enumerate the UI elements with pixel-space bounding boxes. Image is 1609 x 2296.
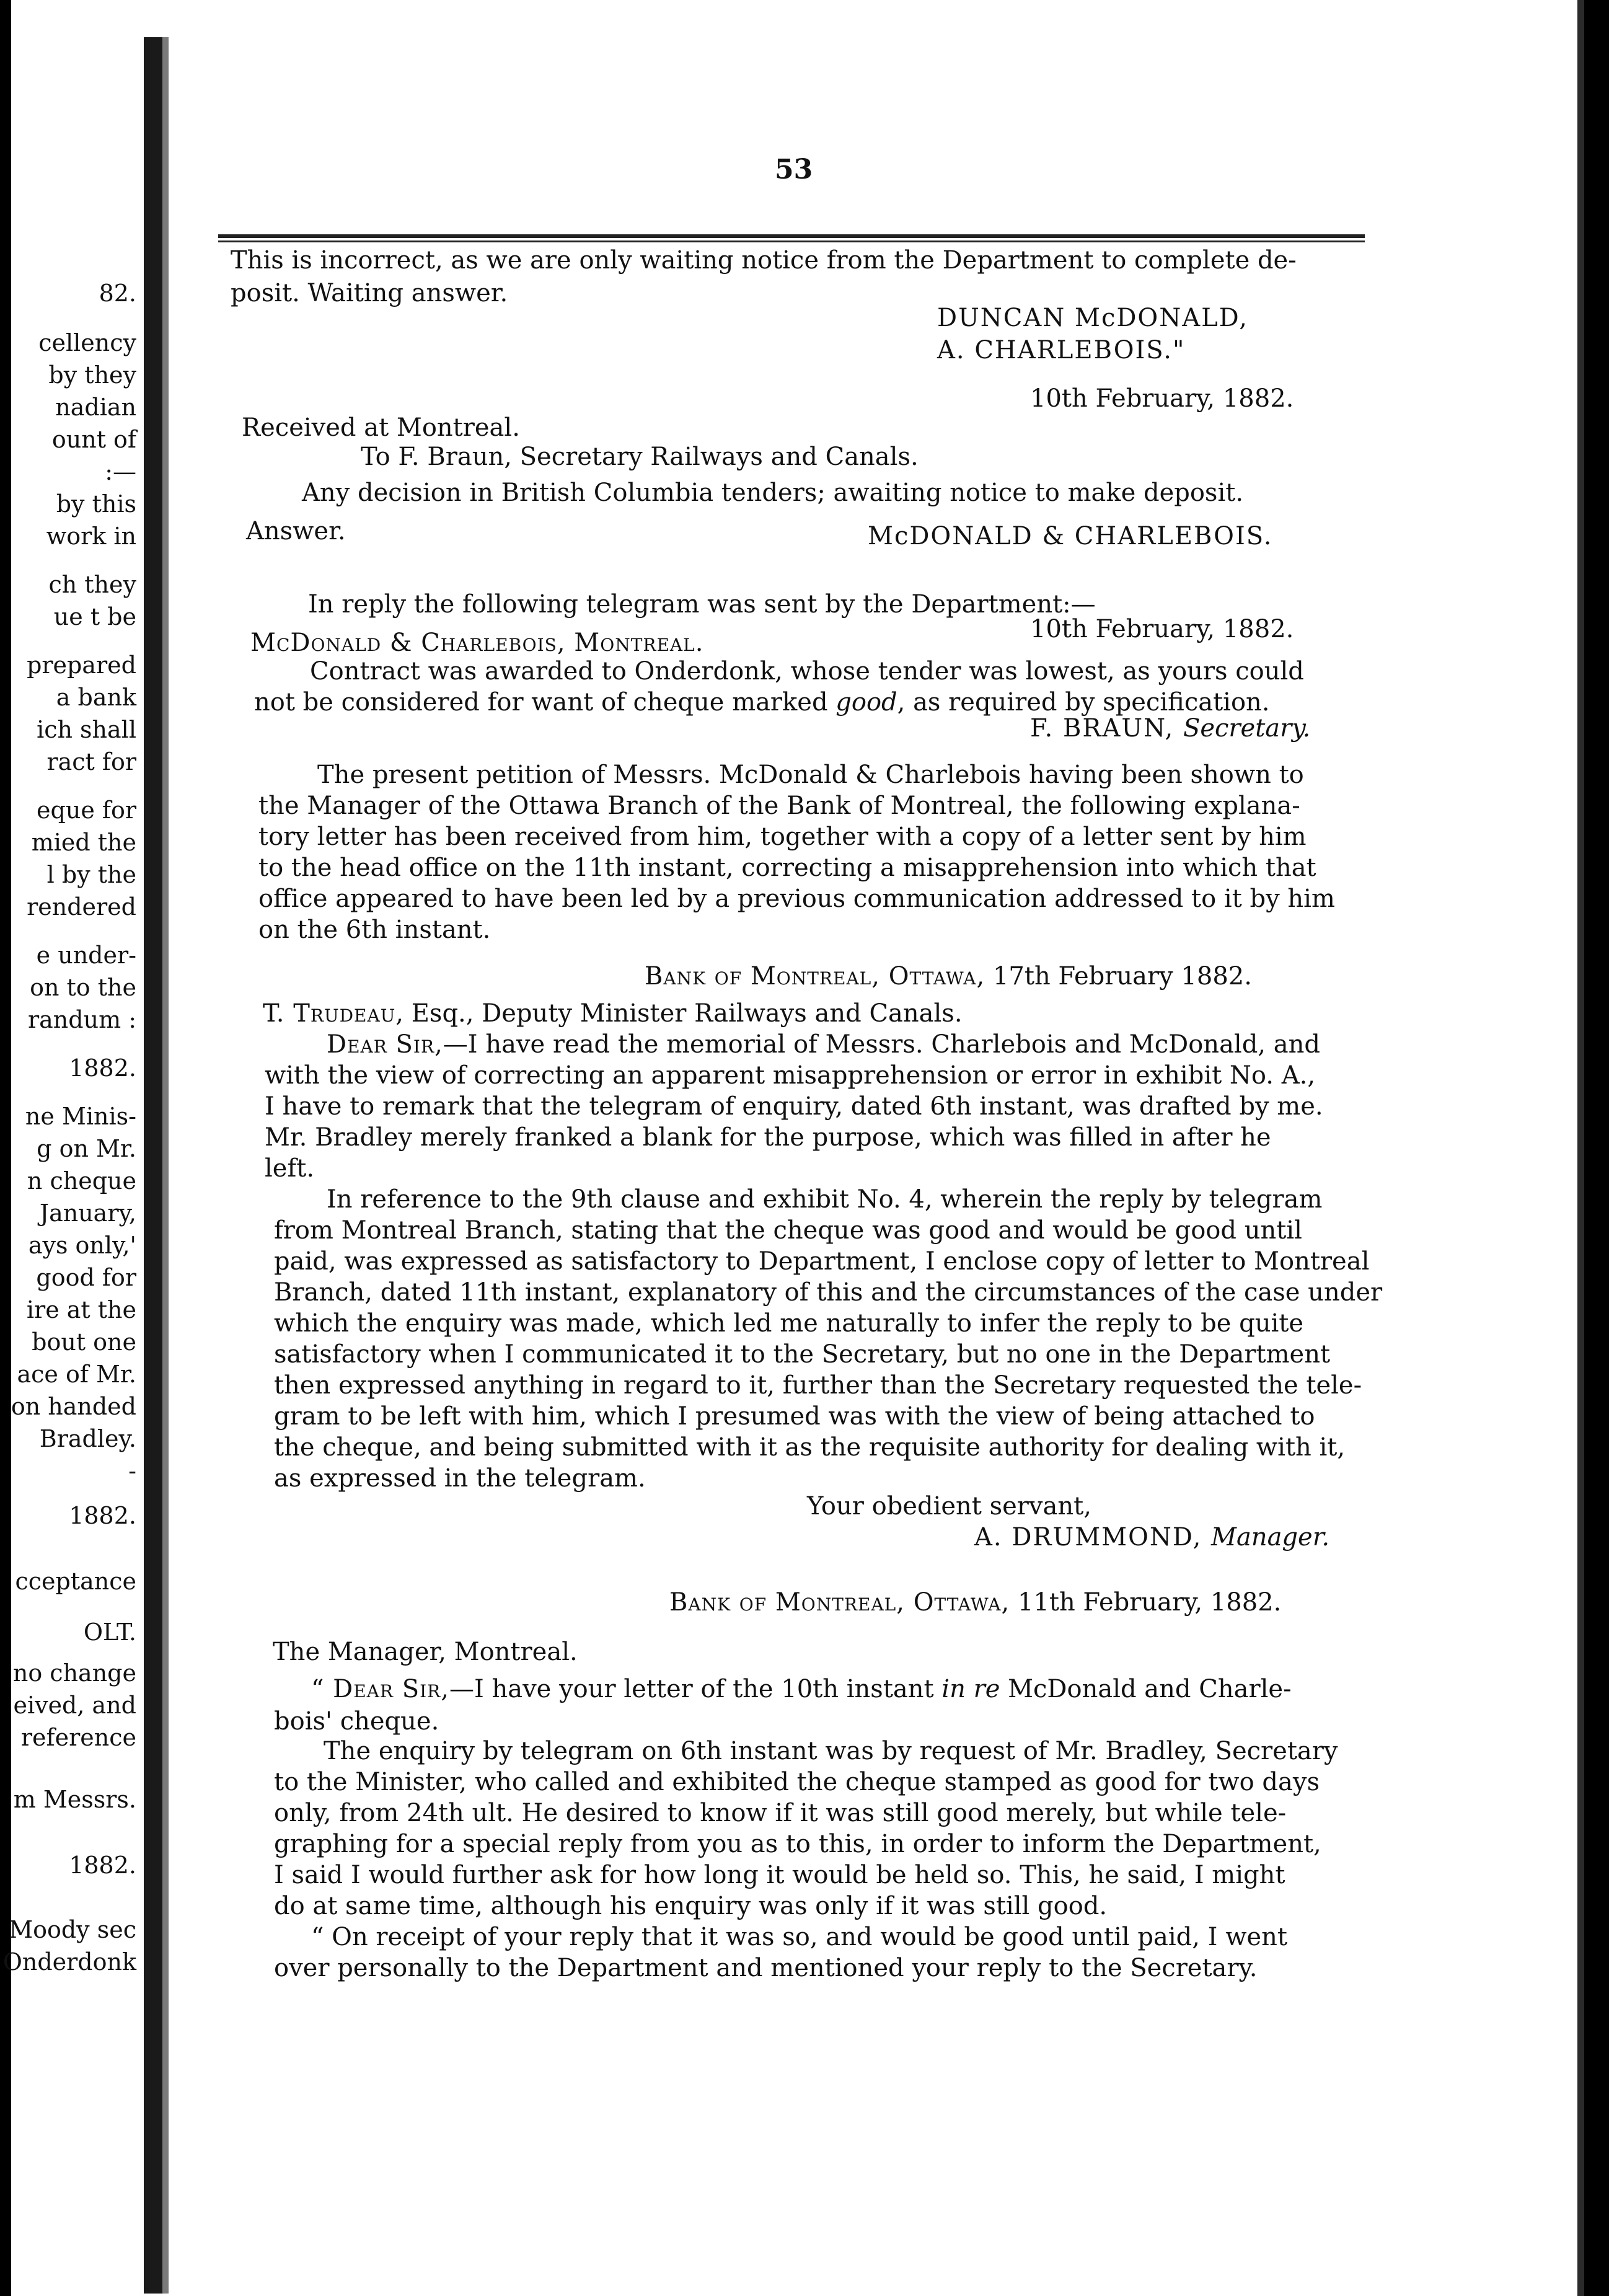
previous-column-line: OLT. <box>83 1618 136 1646</box>
text-line: “ On receipt of your reply that it was so, and would be good until paid, I went <box>311 1923 1287 1951</box>
previous-column-line: ract for <box>46 748 136 775</box>
previous-column-line: January, <box>39 1199 136 1227</box>
text-line: do at same time, although his enquiry was only if it was still good. <box>274 1892 1108 1920</box>
text-line: to the Minister, who called and exhibited the cheque stamped as good for two days <box>274 1768 1320 1796</box>
previous-column-line: eived, and <box>13 1692 136 1719</box>
text-line: In reference to the 9th clause and exhibit No. 4, wherein the reply by telegram <box>327 1185 1323 1214</box>
text-line: Dear Sir,—I have read the memorial of Messrs. Charlebois and McDonald, and <box>327 1030 1320 1059</box>
text-line: the cheque, and being submitted with it as the requisite authority for dealing with it, <box>274 1433 1346 1462</box>
text-line: with the view of correcting an apparent misapprehension or error in exhibit No. A., <box>265 1061 1316 1090</box>
text-line: This is incorrect, as we are only waiting notice from the Department to complete de- <box>231 246 1297 275</box>
closing-line: Your obedient servant, <box>807 1492 1091 1521</box>
signature-line: F. BRAUN, Secretary. <box>1030 714 1311 743</box>
previous-column-line: by this <box>56 490 136 518</box>
previous-column-line: prepared <box>27 651 136 679</box>
book-gutter <box>144 37 162 2294</box>
text-line: I said I would further ask for how long it would be held so. This, he said, I might <box>274 1861 1285 1889</box>
previous-column-line: mied the <box>31 829 136 856</box>
letter-heading: Bank of Montreal, Ottawa, 11th February, 1882. <box>669 1588 1282 1617</box>
text-line: The present petition of Messrs. McDonald & Charlebois having been shown to <box>317 761 1304 789</box>
previous-column-line: work in <box>46 523 136 550</box>
text-line: to the head office on the 11th instant, correcting a misapprehension into which that <box>258 854 1316 882</box>
text-line: which the enquiry was made, which led me naturally to infer the reply to be quite <box>274 1309 1304 1338</box>
previous-column-line: on handed <box>11 1393 136 1420</box>
previous-column-line: 1882. <box>69 1054 136 1082</box>
text-line: “ Dear Sir,—I have your letter of the 10th instant in re McDonald and Charle- <box>311 1675 1292 1703</box>
addressee-line: The Manager, Montreal. <box>273 1638 578 1666</box>
header-rule <box>218 234 1365 238</box>
previous-column-line: ne Minis- <box>25 1103 136 1130</box>
previous-column-line: n cheque <box>27 1167 136 1194</box>
text-line: To F. Braun, Secretary Railways and Canals. <box>361 443 919 471</box>
previous-column-line: cceptance <box>15 1568 136 1595</box>
previous-column-line: ich shall <box>37 716 136 743</box>
text-line: In reply the following telegram was sent by the Department:— <box>308 590 1096 619</box>
previous-column-line: m Messrs. <box>13 1786 136 1813</box>
text-line: The enquiry by telegram on 6th instant was by request of Mr. Bradley, Secretary <box>324 1737 1338 1765</box>
previous-column-line: :— <box>105 458 136 485</box>
previous-column-line: ays only,' <box>28 1232 136 1259</box>
text-line: Branch, dated 11th instant, explanatory of this and the circumstances of the case under <box>274 1278 1383 1307</box>
book-gutter-shadow <box>162 37 169 2294</box>
text-line: the Manager of the Ottawa Branch of the Bank of Montreal, the following explana- <box>258 792 1300 820</box>
previous-column-line: ch they <box>48 571 136 598</box>
previous-column-line: 82. <box>99 280 136 307</box>
text-line: then expressed anything in regard to it, further than the Secretary requested the tele- <box>274 1371 1362 1400</box>
previous-column-line: 1882. <box>69 1852 136 1879</box>
text-line: only, from 24th ult. He desired to know if it was still good merely, but while tele- <box>274 1799 1287 1827</box>
previous-column-line: on to the <box>30 974 136 1001</box>
previous-column-line: good for <box>36 1264 136 1291</box>
addressee-line: T. Trudeau, Esq., Deputy Minister Railways and Canals. <box>263 999 963 1028</box>
text-line: gram to be left with him, which I presumed was with the view of being attached to <box>274 1402 1315 1431</box>
text-line: Any decision in British Columbia tenders; awaiting notice to make deposit. <box>302 479 1244 507</box>
text-line: Contract was awarded to Onderdonk, whose tender was lowest, as yours could <box>310 657 1304 686</box>
previous-column-line: ue t be <box>53 603 136 630</box>
date-line: 10th February, 1882. <box>1030 615 1294 643</box>
previous-column-line: Bradley. <box>39 1425 136 1452</box>
previous-column-line: eque for <box>37 797 136 824</box>
addressee-line: McDonald & Charlebois, Montreal. <box>250 629 704 657</box>
previous-column-line: no change <box>12 1659 136 1687</box>
previous-column-line: a bank <box>56 684 136 711</box>
text-line: from Montreal Branch, stating that the cheque was good and would be good until <box>274 1216 1302 1245</box>
letter-heading: Bank of Montreal, Ottawa, 17th February 1882. <box>645 962 1252 991</box>
page-number: 53 <box>775 154 813 185</box>
previous-column-line: ount of <box>51 426 136 453</box>
date-line: 10th February, 1882. <box>1030 384 1294 413</box>
signature-name: A. CHARLEBOIS." <box>937 336 1186 364</box>
scan-border-right <box>1584 0 1609 2296</box>
previous-column-line: randum : <box>27 1006 136 1033</box>
text-line: on the 6th instant. <box>258 916 491 944</box>
previous-column-line: Moody sec <box>9 1916 136 1943</box>
text-line: satisfactory when I communicated it to the Secretary, but no one in the Department <box>274 1340 1331 1369</box>
previous-column-line: nadian <box>55 394 136 421</box>
text-line: Mr. Bradley merely franked a blank for the purpose, which was filled in after he <box>265 1123 1271 1152</box>
text-line: as expressed in the telegram. <box>274 1464 646 1493</box>
text-line: Received at Montreal. <box>242 413 520 442</box>
text-line: posit. Waiting answer. <box>231 279 508 307</box>
previous-column-line: ace of Mr. <box>17 1361 136 1388</box>
text-line: paid, was expressed as satisfactory to Department, I enclose copy of letter to Montreal <box>274 1247 1370 1276</box>
text-line: tory letter has been received from him, together with a copy of a letter sent by him <box>258 823 1307 851</box>
text-line: Answer. <box>246 517 346 545</box>
previous-column-line: rendered <box>27 893 136 921</box>
previous-column-line: cellency <box>38 329 136 356</box>
text-line: bois' cheque. <box>274 1707 439 1736</box>
text-line: over personally to the Department and mentioned your reply to the Secretary. <box>274 1954 1258 1982</box>
previous-column-line: - <box>128 1457 136 1485</box>
previous-column-line: g on Mr. <box>37 1135 136 1162</box>
text-line: left. <box>265 1154 315 1183</box>
signature-name: McDONALD & CHARLEBOIS. <box>868 522 1273 550</box>
text-line: graphing for a special reply from you as to this, in order to inform the Department, <box>274 1830 1321 1858</box>
previous-column-line: ire at the <box>26 1296 136 1323</box>
signature-line: A. DRUMMOND, Manager. <box>974 1523 1330 1552</box>
previous-column-line: e under- <box>36 942 136 969</box>
text-line: office appeared to have been led by a previous communication addressed to it by him <box>258 885 1335 913</box>
signature-name: DUNCAN McDONALD, <box>937 304 1249 332</box>
text-line: not be considered for want of cheque marked good, as required by specification. <box>254 688 1270 717</box>
previous-column-line: Onderdonk <box>2 1948 136 1976</box>
header-rule-thin <box>218 241 1365 242</box>
previous-column-line: by they <box>48 361 136 389</box>
text-line: I have to remark that the telegram of enquiry, dated 6th instant, was drafted by me. <box>265 1092 1323 1121</box>
previous-column-line: reference <box>20 1724 136 1751</box>
previous-column-line: bout one <box>32 1328 136 1356</box>
previous-column-line: l by the <box>46 861 136 888</box>
previous-column-line: 1882. <box>69 1502 136 1529</box>
